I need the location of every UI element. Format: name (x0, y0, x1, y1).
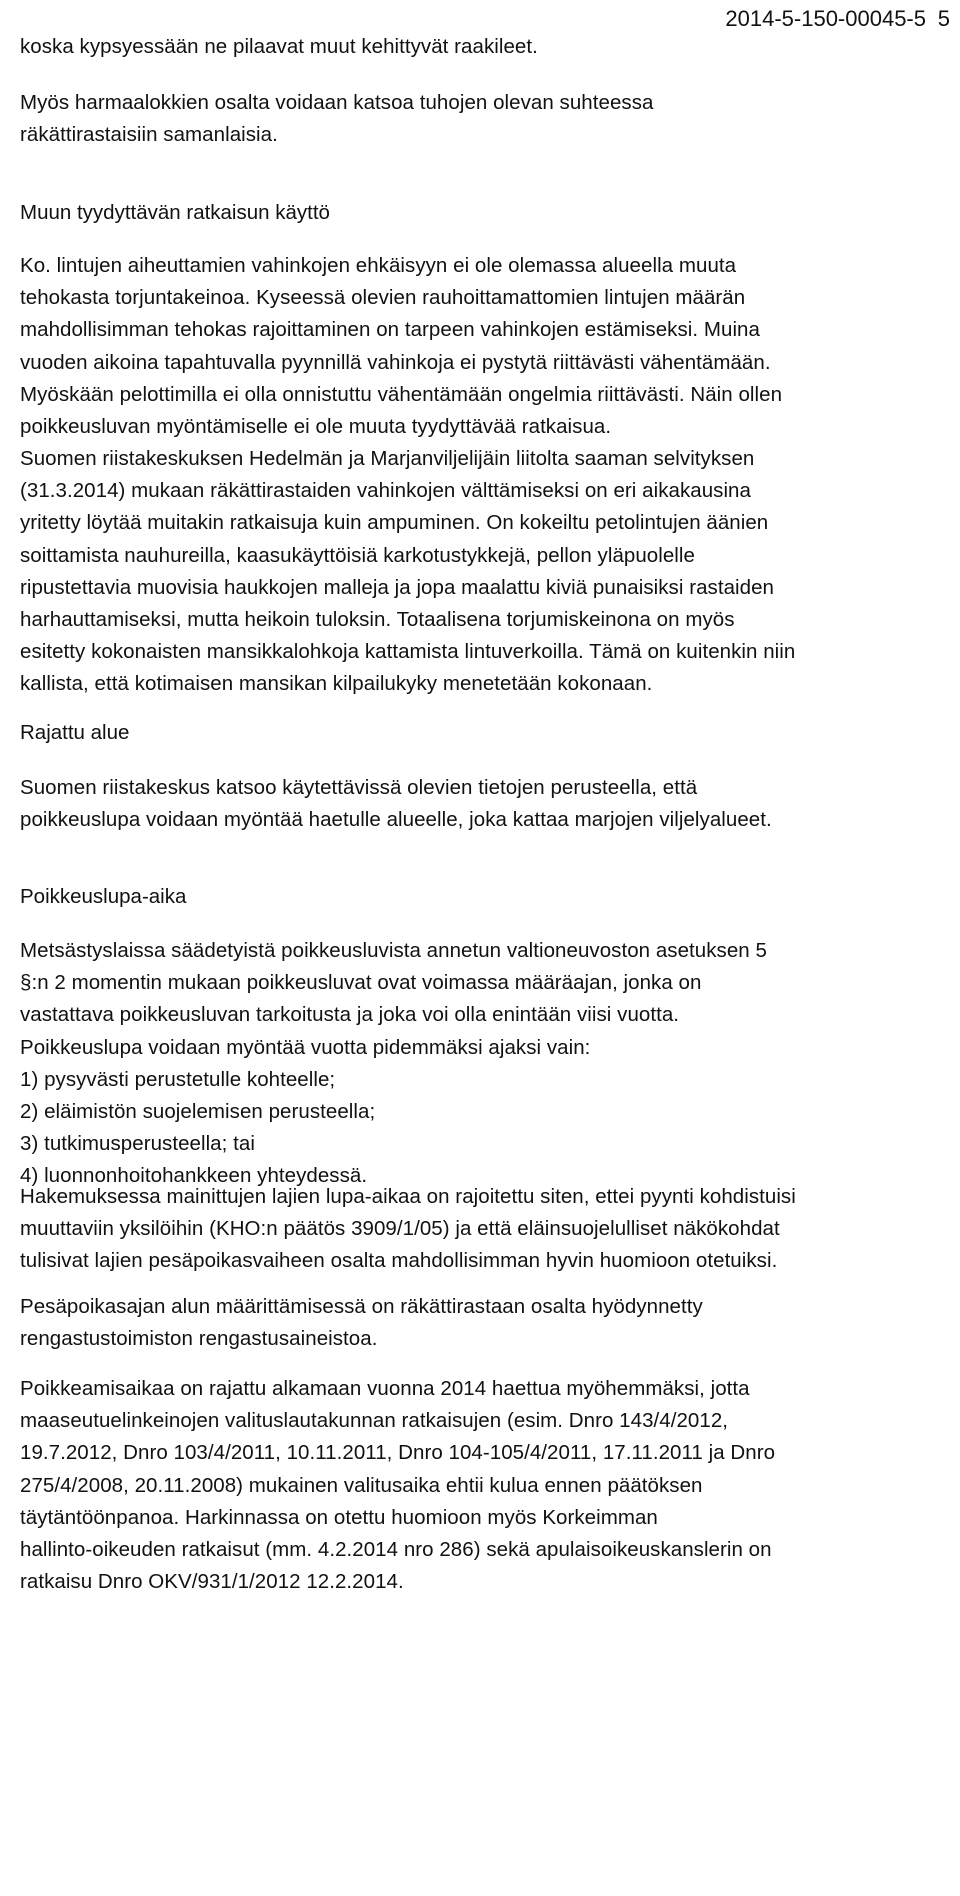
text-line: koska kypsyessään ne pilaavat muut kehittyvät raakileet. (20, 35, 538, 58)
list-item: 2) eläimistön suojelemisen perusteella; (20, 1100, 376, 1124)
text-line: täytäntöönpanoa. Harkinnassa on otettu huomioon myös Korkeimman (20, 1505, 658, 1529)
text-line: muuttaviin yksilöihin (KHO:n päätös 3909/1/05) ja että eläinsuojelulliset näkökohdat (20, 1217, 780, 1241)
text-line: (31.3.2014) mukaan räkättirastaiden vahinkojen välttämiseksi on eri aikakausina (20, 479, 751, 503)
text-line: Hakemuksessa mainittujen lajien lupa-aikaa on rajoitettu siten, ettei pyynti kohdistuisi (20, 1185, 796, 1208)
paragraph-aika (20, 935, 920, 1193)
text-line: Myös harmaalokkien osalta voidaan katsoa tuhojen olevan suhteessa (20, 91, 654, 114)
section-heading-aika: Poikkeuslupa-aika (20, 885, 187, 908)
text-line: Ko. lintujen aiheuttamien vahinkojen ehkäisyyn ei ole olemassa alueella muuta (20, 254, 737, 277)
text-line: tehokasta torjuntakeinoa. Kyseessä olevien rauhoittamattomien lintujen määrän (20, 286, 746, 310)
document-reference: 2014-5-150-00045-5 (725, 6, 926, 31)
paragraph-poikkeamis (20, 1373, 920, 1598)
paragraph-muun (20, 250, 920, 443)
paragraph-rajattu (20, 772, 920, 836)
text-line: poikkeuslupa voidaan myöntää haetulle alueelle, joka kattaa marjojen viljelyalueet. (20, 808, 772, 832)
text-line: esitetty kokonaisten mansikkalohkoja kattamista lintuverkoilla. Tämä on kuitenkin niin (20, 640, 796, 664)
text-line: hallinto-oikeuden ratkaisut (mm. 4.2.2014 nro 286) sekä apulaisoikeuskanslerin on (20, 1538, 772, 1562)
text-line: Pesäpoikasajan alun määrittämisessä on räkättirastaan osalta hyödynnetty (20, 1295, 703, 1318)
text-line: harhauttamiseksi, mutta heikoin tuloksin. Totaalisena torjumiskeinona on myös (20, 608, 735, 632)
text-line: Metsästyslaissa säädetyistä poikkeusluvista annetun valtioneuvoston asetuksen 5 (20, 939, 767, 962)
text-line: räkättirastaisiin samanlaisia. (20, 123, 278, 147)
text-line: rengastustoimiston rengastusaineistoa. (20, 1327, 378, 1351)
text-line: ripustettavia muovisia haukkojen malleja ja jopa maalattu kiviä punaisiksi rastaiden (20, 575, 774, 599)
section-heading-muun: Muun tyydyttävän ratkaisun käyttö (20, 201, 330, 224)
text-line: Poikkeuslupa voidaan myöntää vuotta pidemmäksi ajaksi vain: (20, 1035, 591, 1059)
text-line: Suomen riistakeskus katsoo käytettävissä olevien tietojen perusteella, että (20, 776, 698, 799)
section-heading-rajattu: Rajattu alue (20, 721, 130, 744)
text-line: ratkaisu Dnro OKV/931/1/2012 12.2.2014. (20, 1570, 404, 1594)
paragraph-hakemus (20, 1181, 920, 1278)
text-line: mahdollisimman tehokas rajoittaminen on tarpeen vahinkojen estämiseksi. Muina (20, 318, 760, 342)
paragraph-selvitys (20, 443, 920, 701)
text-line: soittamista nauhureilla, kaasukäyttöisiä karkotustykkejä, pellon yläpuolelle (20, 543, 695, 567)
paragraph-harmaalokit (20, 87, 920, 151)
list-item: 1) pysyvästi perustetulle kohteelle; (20, 1067, 336, 1091)
text-line: Myöskään pelottimilla ei olla onnistuttu vähentämään ongelmia riittävästi. Näin ollen (20, 382, 783, 406)
paragraph-intro (20, 31, 920, 63)
text-line: 19.7.2012, Dnro 103/4/2011, 10.11.2011, Dnro 104-105/4/2011, 17.11.2011 ja Dnro (20, 1441, 776, 1465)
list-item: 4) luonnonhoitohankkeen yhteydessä. (20, 1164, 368, 1188)
text-line: poikkeusluvan myöntämiselle ei ole muuta tyydyttävää ratkaisua. (20, 415, 612, 439)
page-number: 5 (937, 6, 950, 31)
text-line: kallista, että kotimaisen mansikan kilpailukyky menetetään kokonaan. (20, 672, 653, 696)
text-line: Poikkeamisaikaa on rajattu alkamaan vuonna 2014 haettua myöhemmäksi, jotta (20, 1377, 750, 1400)
text-line: tulisivat lajien pesäpoikasvaiheen osalta mahdollisimman hyvin huomioon otetuiksi. (20, 1249, 778, 1273)
text-line: 275/4/2008, 20.11.2008) mukainen valitusaika ehtii kulua ennen päätöksen (20, 1473, 703, 1497)
text-line: §:n 2 momentin mukaan poikkeusluvat ovat voimassa määräajan, jonka on (20, 971, 702, 995)
text-line: vuoden aikoina tapahtuvalla pyynnillä vahinkoja ei pystytä riittävästi vähentämään. (20, 350, 771, 374)
text-line: Suomen riistakeskuksen Hedelmän ja Marjanviljelijäin liitolta saaman selvityksen (20, 447, 755, 470)
paragraph-pesapoikas (20, 1291, 920, 1355)
text-line: maaseutuelinkeinojen valituslautakunnan ratkaisujen (esim. Dnro 143/4/2012, (20, 1409, 729, 1433)
list-item: 3) tutkimusperusteella; tai (20, 1132, 255, 1156)
text-line: vastattava poikkeusluvan tarkoitusta ja joka voi olla enintään viisi vuotta. (20, 1003, 680, 1027)
text-line: yritetty löytää muitakin ratkaisuja kuin ampuminen. On kokeiltu petolintujen äänien (20, 511, 769, 535)
